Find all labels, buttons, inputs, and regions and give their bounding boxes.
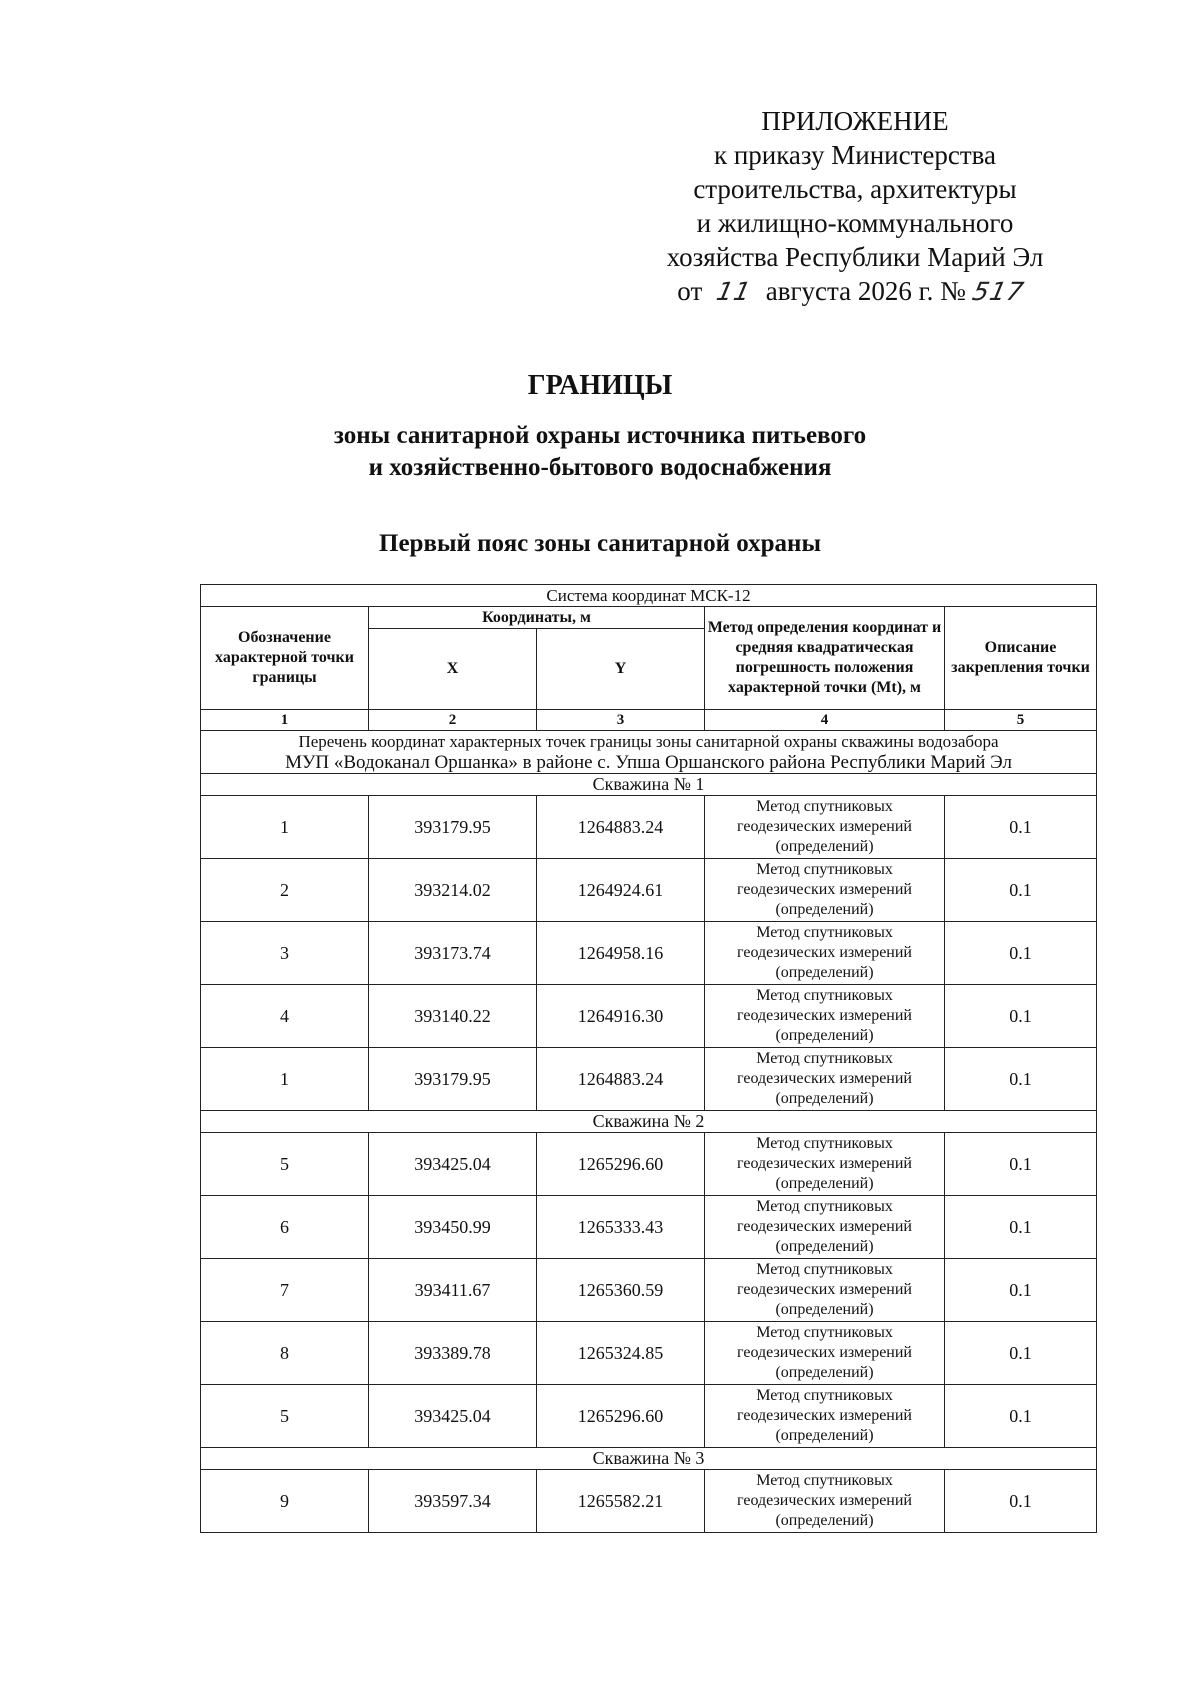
table-row — [201, 1385, 1097, 1448]
coord-x: 393179.95 — [369, 1048, 537, 1111]
coord-x: 393389.78 — [369, 1322, 537, 1385]
column-number: 5 — [945, 710, 1097, 731]
coordinate-system-row — [201, 585, 1097, 607]
method-line: Метод спутниковых — [756, 1324, 893, 1341]
method-line: геодезических измерений — [737, 944, 912, 961]
well-name: Скважина № 1 — [201, 774, 1097, 796]
header-coords: Координаты, м — [369, 607, 705, 629]
well-name: Скважина № 3 — [201, 1448, 1097, 1470]
method-line: геодезических измерений — [737, 1344, 912, 1361]
method-line: Метод спутниковых — [756, 1198, 893, 1215]
table-row — [201, 1133, 1097, 1196]
column-number: 3 — [537, 710, 705, 731]
method-line: Метод спутниковых — [756, 1387, 893, 1404]
point-id: 3 — [201, 922, 369, 985]
appendix-line-3: строительства, архитектуры — [693, 174, 1017, 204]
coord-y: 1265296.60 — [537, 1133, 705, 1196]
table-row — [201, 985, 1097, 1048]
method-line: (определений) — [775, 964, 874, 981]
column-number: 1 — [201, 710, 369, 731]
table-row — [201, 1470, 1097, 1533]
table-row — [201, 1048, 1097, 1111]
mt-value: 0.1 — [945, 859, 1097, 922]
coord-x: 393450.99 — [369, 1196, 537, 1259]
table-row — [201, 1322, 1097, 1385]
appendix-label: ПРИЛОЖЕНИЕ — [761, 106, 949, 136]
coord-y: 1265360.59 — [537, 1259, 705, 1322]
mt-value: 0.1 — [945, 985, 1097, 1048]
group-row — [201, 774, 1097, 796]
method-line: Метод спутниковых — [756, 861, 893, 878]
method-cell — [705, 1196, 945, 1259]
coord-x: 393214.02 — [369, 859, 537, 922]
method-line: Метод спутниковых — [756, 924, 893, 941]
point-id: 1 — [201, 1048, 369, 1111]
point-id: 4 — [201, 985, 369, 1048]
method-cell — [705, 1048, 945, 1111]
coord-x: 393173.74 — [369, 922, 537, 985]
header-fixing: Описание закрепления точки — [945, 607, 1097, 710]
order-date-line — [640, 274, 1070, 309]
method-line: (определений) — [775, 1027, 874, 1044]
column-number-row — [201, 710, 1097, 731]
method-line: (определений) — [775, 838, 874, 855]
order-day-handwritten: 11 — [714, 277, 755, 306]
appendix-line-2: к приказу Министерства — [713, 140, 997, 170]
method-cell — [705, 1322, 945, 1385]
table-description — [201, 731, 1097, 774]
method-line: (определений) — [775, 1427, 874, 1444]
header-x: X — [369, 629, 537, 710]
appendix-header — [640, 104, 1070, 309]
description-line-1: Перечень координат характерных точек границы зоны санитарной охраны скважины водозабора — [298, 732, 999, 751]
method-line: (определений) — [775, 1175, 874, 1192]
coord-x: 393425.04 — [369, 1133, 537, 1196]
method-cell — [705, 1470, 945, 1533]
method-line: (определений) — [775, 901, 874, 918]
mt-value: 0.1 — [945, 1133, 1097, 1196]
document-title: ГРАНИЦЫ — [527, 370, 673, 401]
method-line: (определений) — [775, 1364, 874, 1381]
coord-y: 1264883.24 — [537, 796, 705, 859]
method-cell — [705, 796, 945, 859]
subtitle-line-2: и хозяйственно-бытового водоснабжения — [368, 454, 832, 481]
coord-y: 1264883.24 — [537, 1048, 705, 1111]
column-number: 4 — [705, 710, 945, 731]
method-line: Метод спутниковых — [756, 1050, 893, 1067]
coord-x: 393425.04 — [369, 1385, 537, 1448]
method-line: Метод спутниковых — [756, 1261, 893, 1278]
point-id: 6 — [201, 1196, 369, 1259]
coord-x: 393597.34 — [369, 1470, 537, 1533]
mt-value: 0.1 — [945, 1048, 1097, 1111]
method-cell — [705, 1385, 945, 1448]
method-line: (определений) — [775, 1238, 874, 1255]
coord-x: 393411.67 — [369, 1259, 537, 1322]
header-row — [201, 607, 1097, 629]
method-line: геодезических измерений — [737, 1155, 912, 1172]
method-cell — [705, 1133, 945, 1196]
method-line: геодезических измерений — [737, 1070, 912, 1087]
header-y: Y — [537, 629, 705, 710]
method-line: Метод спутниковых — [756, 798, 893, 815]
subtitle-line-1: зоны санитарной охраны источника питьевого — [333, 422, 867, 449]
method-cell — [705, 1259, 945, 1322]
coord-y: 1265333.43 — [537, 1196, 705, 1259]
document-subtitle — [0, 420, 1200, 484]
description-line-2: МУП «Водоканал Оршанка» в районе с. Упша Оршанского района Республики Марий Эл — [285, 752, 1012, 773]
appendix-line-5: хозяйства Республики Марий Эл — [666, 242, 1044, 272]
coordinate-system: Система координат МСК-12 — [201, 585, 1097, 607]
table-row — [201, 1196, 1097, 1259]
method-cell — [705, 922, 945, 985]
header-method: Метод определения координат и средняя квадратическая погрешность положения характерной точки (Mt), м — [705, 607, 945, 710]
coord-y: 1265296.60 — [537, 1385, 705, 1448]
table-row — [201, 796, 1097, 859]
coord-x: 393179.95 — [369, 796, 537, 859]
method-line: Метод спутниковых — [756, 987, 893, 1004]
coordinates-table — [200, 584, 1097, 1533]
group-row — [201, 1111, 1097, 1133]
method-line: (определений) — [775, 1512, 874, 1529]
coord-y: 1265324.85 — [537, 1322, 705, 1385]
mt-value: 0.1 — [945, 922, 1097, 985]
method-line: геодезических измерений — [737, 1007, 912, 1024]
method-line: геодезических измерений — [737, 1492, 912, 1509]
point-id: 9 — [201, 1470, 369, 1533]
order-date-prefix: от — [677, 276, 703, 306]
point-id: 5 — [201, 1133, 369, 1196]
mt-value: 0.1 — [945, 796, 1097, 859]
coord-x: 393140.22 — [369, 985, 537, 1048]
table-row — [201, 1259, 1097, 1322]
table-row — [201, 859, 1097, 922]
coord-y: 1264958.16 — [537, 922, 705, 985]
column-number: 2 — [369, 710, 537, 731]
table-row — [201, 922, 1097, 985]
mt-value: 0.1 — [945, 1385, 1097, 1448]
method-line: геодезических измерений — [737, 881, 912, 898]
point-id: 8 — [201, 1322, 369, 1385]
point-id: 2 — [201, 859, 369, 922]
method-line: геодезических измерений — [737, 1281, 912, 1298]
method-line: Метод спутниковых — [756, 1135, 893, 1152]
method-line: геодезических измерений — [737, 1407, 912, 1424]
section-title: Первый пояс зоны санитарной охраны — [379, 530, 821, 557]
header-point: Обозначение характерной точки границы — [201, 607, 369, 710]
method-line: (определений) — [775, 1090, 874, 1107]
method-line: геодезических измерений — [737, 818, 912, 835]
point-id: 7 — [201, 1259, 369, 1322]
point-id: 1 — [201, 796, 369, 859]
mt-value: 0.1 — [945, 1470, 1097, 1533]
mt-value: 0.1 — [945, 1196, 1097, 1259]
mt-value: 0.1 — [945, 1322, 1097, 1385]
order-month-year: августа 2026 г. № — [765, 276, 966, 306]
method-line: Метод спутниковых — [756, 1472, 893, 1489]
method-line: (определений) — [775, 1301, 874, 1318]
point-id: 5 — [201, 1385, 369, 1448]
description-row — [201, 731, 1097, 774]
group-row — [201, 1448, 1097, 1470]
order-number-handwritten: 517 — [969, 277, 1027, 306]
mt-value: 0.1 — [945, 1259, 1097, 1322]
coord-y: 1264924.61 — [537, 859, 705, 922]
coord-y: 1264916.30 — [537, 985, 705, 1048]
method-cell — [705, 985, 945, 1048]
method-cell — [705, 859, 945, 922]
well-name: Скважина № 2 — [201, 1111, 1097, 1133]
coord-y: 1265582.21 — [537, 1470, 705, 1533]
appendix-line-4: и жилищно-коммунального — [696, 208, 1014, 238]
method-line: геодезических измерений — [737, 1218, 912, 1235]
